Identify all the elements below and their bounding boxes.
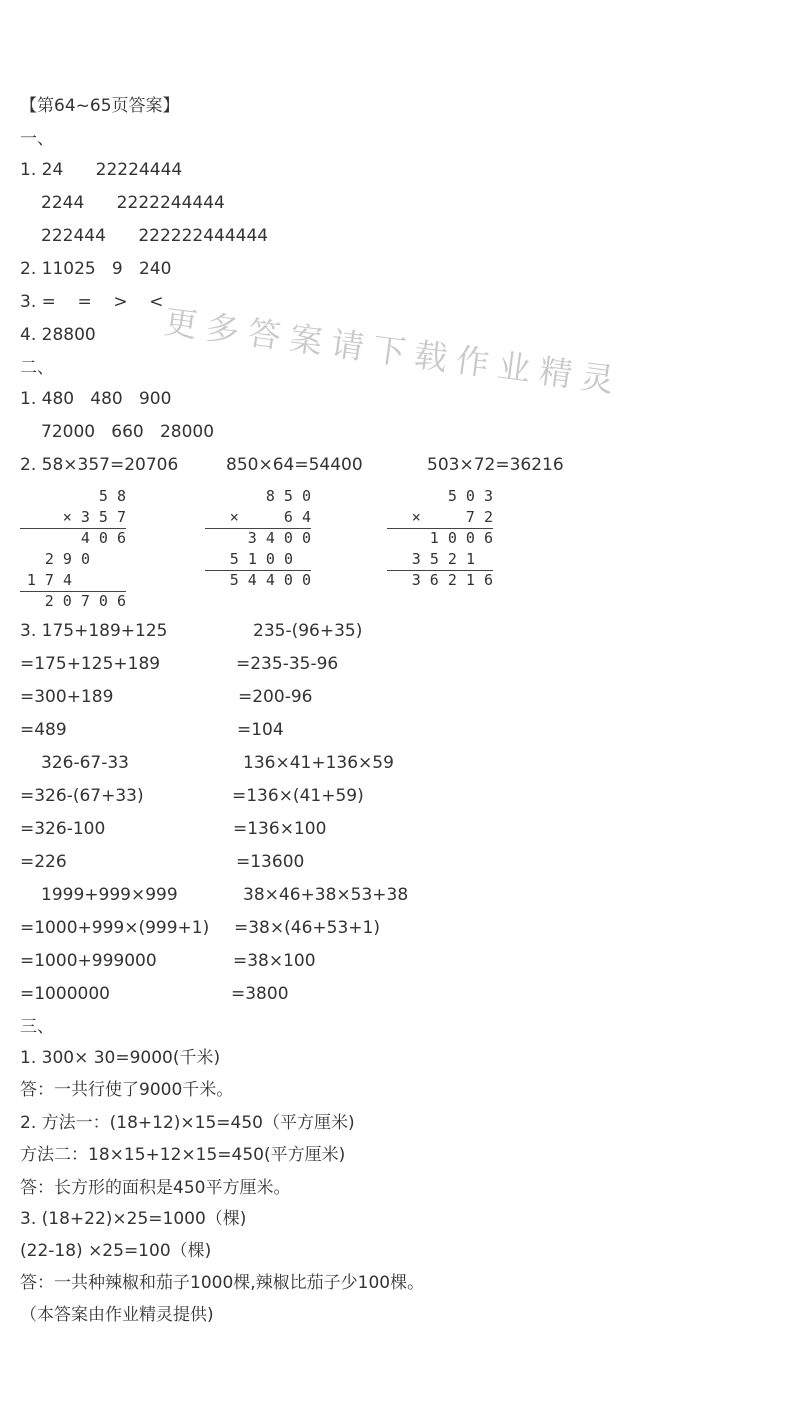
vertical-calc-3 bbox=[387, 486, 497, 594]
s2-q1-line2: 72000 660 28000 bbox=[41, 422, 215, 442]
section-3-title: 三、 bbox=[20, 1017, 54, 1037]
s2-q3a-step: =175+125+189 bbox=[20, 654, 161, 674]
s2-q3b-step: 235-(96+35) bbox=[253, 621, 363, 641]
s3-line: 3. (18+22)×25=1000（棵) bbox=[20, 1209, 247, 1229]
s2-q3e-step: =1000000 bbox=[20, 984, 110, 1004]
s1-q3: 3. = = > < bbox=[20, 292, 164, 312]
s2-q3e-step: =1000+999000 bbox=[20, 951, 157, 971]
s2-q3b-step: =200-96 bbox=[238, 687, 313, 707]
s1-q1-line2: 2244 2222244444 bbox=[41, 193, 225, 213]
s3-line: 答：长方形的面积是450平方厘米。 bbox=[20, 1178, 291, 1198]
s2-q3f-step: 38×46+38×53+38 bbox=[243, 885, 409, 905]
s1-q4: 4. 28800 bbox=[20, 325, 96, 345]
s2-q3c-step: =326-(67+33) bbox=[20, 786, 144, 806]
watermark: 更多答案请下载作业精灵 bbox=[162, 301, 626, 401]
section-2-title: 二、 bbox=[20, 358, 54, 378]
s2-q3a-step: =489 bbox=[20, 720, 67, 740]
calc2-row: 5 1 0 0 bbox=[229, 550, 293, 568]
s3-line: 方法二：18×15+12×15=450(平方厘米) bbox=[20, 1145, 346, 1165]
s2-q1-line1: 1. 480 480 900 bbox=[20, 389, 172, 409]
s2-q3e-step: =1000+999×(999+1) bbox=[20, 918, 210, 938]
calc3-row: 5 0 3 bbox=[447, 487, 493, 505]
calc1-row: 1 7 4 bbox=[26, 571, 72, 589]
s2-q3b-step: =104 bbox=[237, 720, 284, 740]
s3-line: 答：一共行使了9000千米。 bbox=[20, 1080, 234, 1100]
s2-q2-eq1: 2. 58×357=20706 bbox=[20, 455, 179, 475]
s2-q3a-step: =300+189 bbox=[20, 687, 114, 707]
s2-q3c-step: =226 bbox=[20, 852, 67, 872]
s3-line: 答：一共种辣椒和茄子1000棵,辣椒比茄子少100棵。 bbox=[20, 1273, 425, 1293]
calc2-row: 8 5 0 bbox=[265, 487, 311, 505]
calc1-row: 4 0 6 bbox=[80, 529, 126, 547]
vertical-calc-1 bbox=[20, 486, 128, 614]
s2-q3b-step: =235-35-96 bbox=[236, 654, 339, 674]
s2-q3c-step: 326-67-33 bbox=[41, 753, 129, 773]
s2-q3f-step: =3800 bbox=[231, 984, 289, 1004]
calc1-row: 2 0 7 0 6 bbox=[44, 592, 126, 610]
s3-line: 1. 300× 30=9000(千米) bbox=[20, 1048, 221, 1068]
s2-q3f-step: =38×100 bbox=[233, 951, 316, 971]
s2-q3c-step: =326-100 bbox=[20, 819, 106, 839]
s3-line: (22-18) ×25=100（棵) bbox=[20, 1241, 212, 1261]
s2-q3a-step: 3. 175+189+125 bbox=[20, 621, 168, 641]
calc2-row: 3 4 0 0 bbox=[247, 529, 311, 547]
vertical-calc-2 bbox=[205, 486, 315, 594]
calc2-row: 5 4 4 0 0 bbox=[229, 571, 311, 589]
calc1-row: 2 9 0 bbox=[44, 550, 90, 568]
section-1-title: 一、 bbox=[20, 129, 54, 149]
s2-q3d-step: =136×(41+59) bbox=[232, 786, 364, 806]
s1-q2: 2. 11025 9 240 bbox=[20, 259, 172, 279]
s2-q3d-step: =136×100 bbox=[233, 819, 327, 839]
calc3-row: 3 6 2 1 6 bbox=[411, 571, 493, 589]
calc3-row: 1 0 0 6 bbox=[429, 529, 493, 547]
s2-q2-eq3: 503×72=36216 bbox=[427, 455, 564, 475]
s1-q1-line3: 222444 222222444444 bbox=[41, 226, 269, 246]
s2-q3e-step: 1999+999×999 bbox=[41, 885, 178, 905]
calc3-row: 3 5 2 1 bbox=[411, 550, 475, 568]
s1-q1-line1: 1. 24 22224444 bbox=[20, 160, 183, 180]
page-header: 【第64~65页答案】 bbox=[20, 96, 180, 116]
s2-q3f-step: =38×(46+53+1) bbox=[234, 918, 380, 938]
calc1-row: 5 8 bbox=[98, 487, 126, 505]
s2-q3d-step: 136×41+136×59 bbox=[243, 753, 394, 773]
s3-line: 2. 方法一：(18+12)×15=450（平方厘米) bbox=[20, 1113, 355, 1133]
s2-q3d-step: =13600 bbox=[236, 852, 305, 872]
s3-line: （本答案由作业精灵提供) bbox=[20, 1305, 214, 1325]
calc3-row: × 7 2 bbox=[411, 508, 493, 526]
s2-q2-eq2: 850×64=54400 bbox=[226, 455, 363, 475]
calc2-row: × 6 4 bbox=[229, 508, 311, 526]
calc1-row: × 3 5 7 bbox=[62, 508, 126, 526]
